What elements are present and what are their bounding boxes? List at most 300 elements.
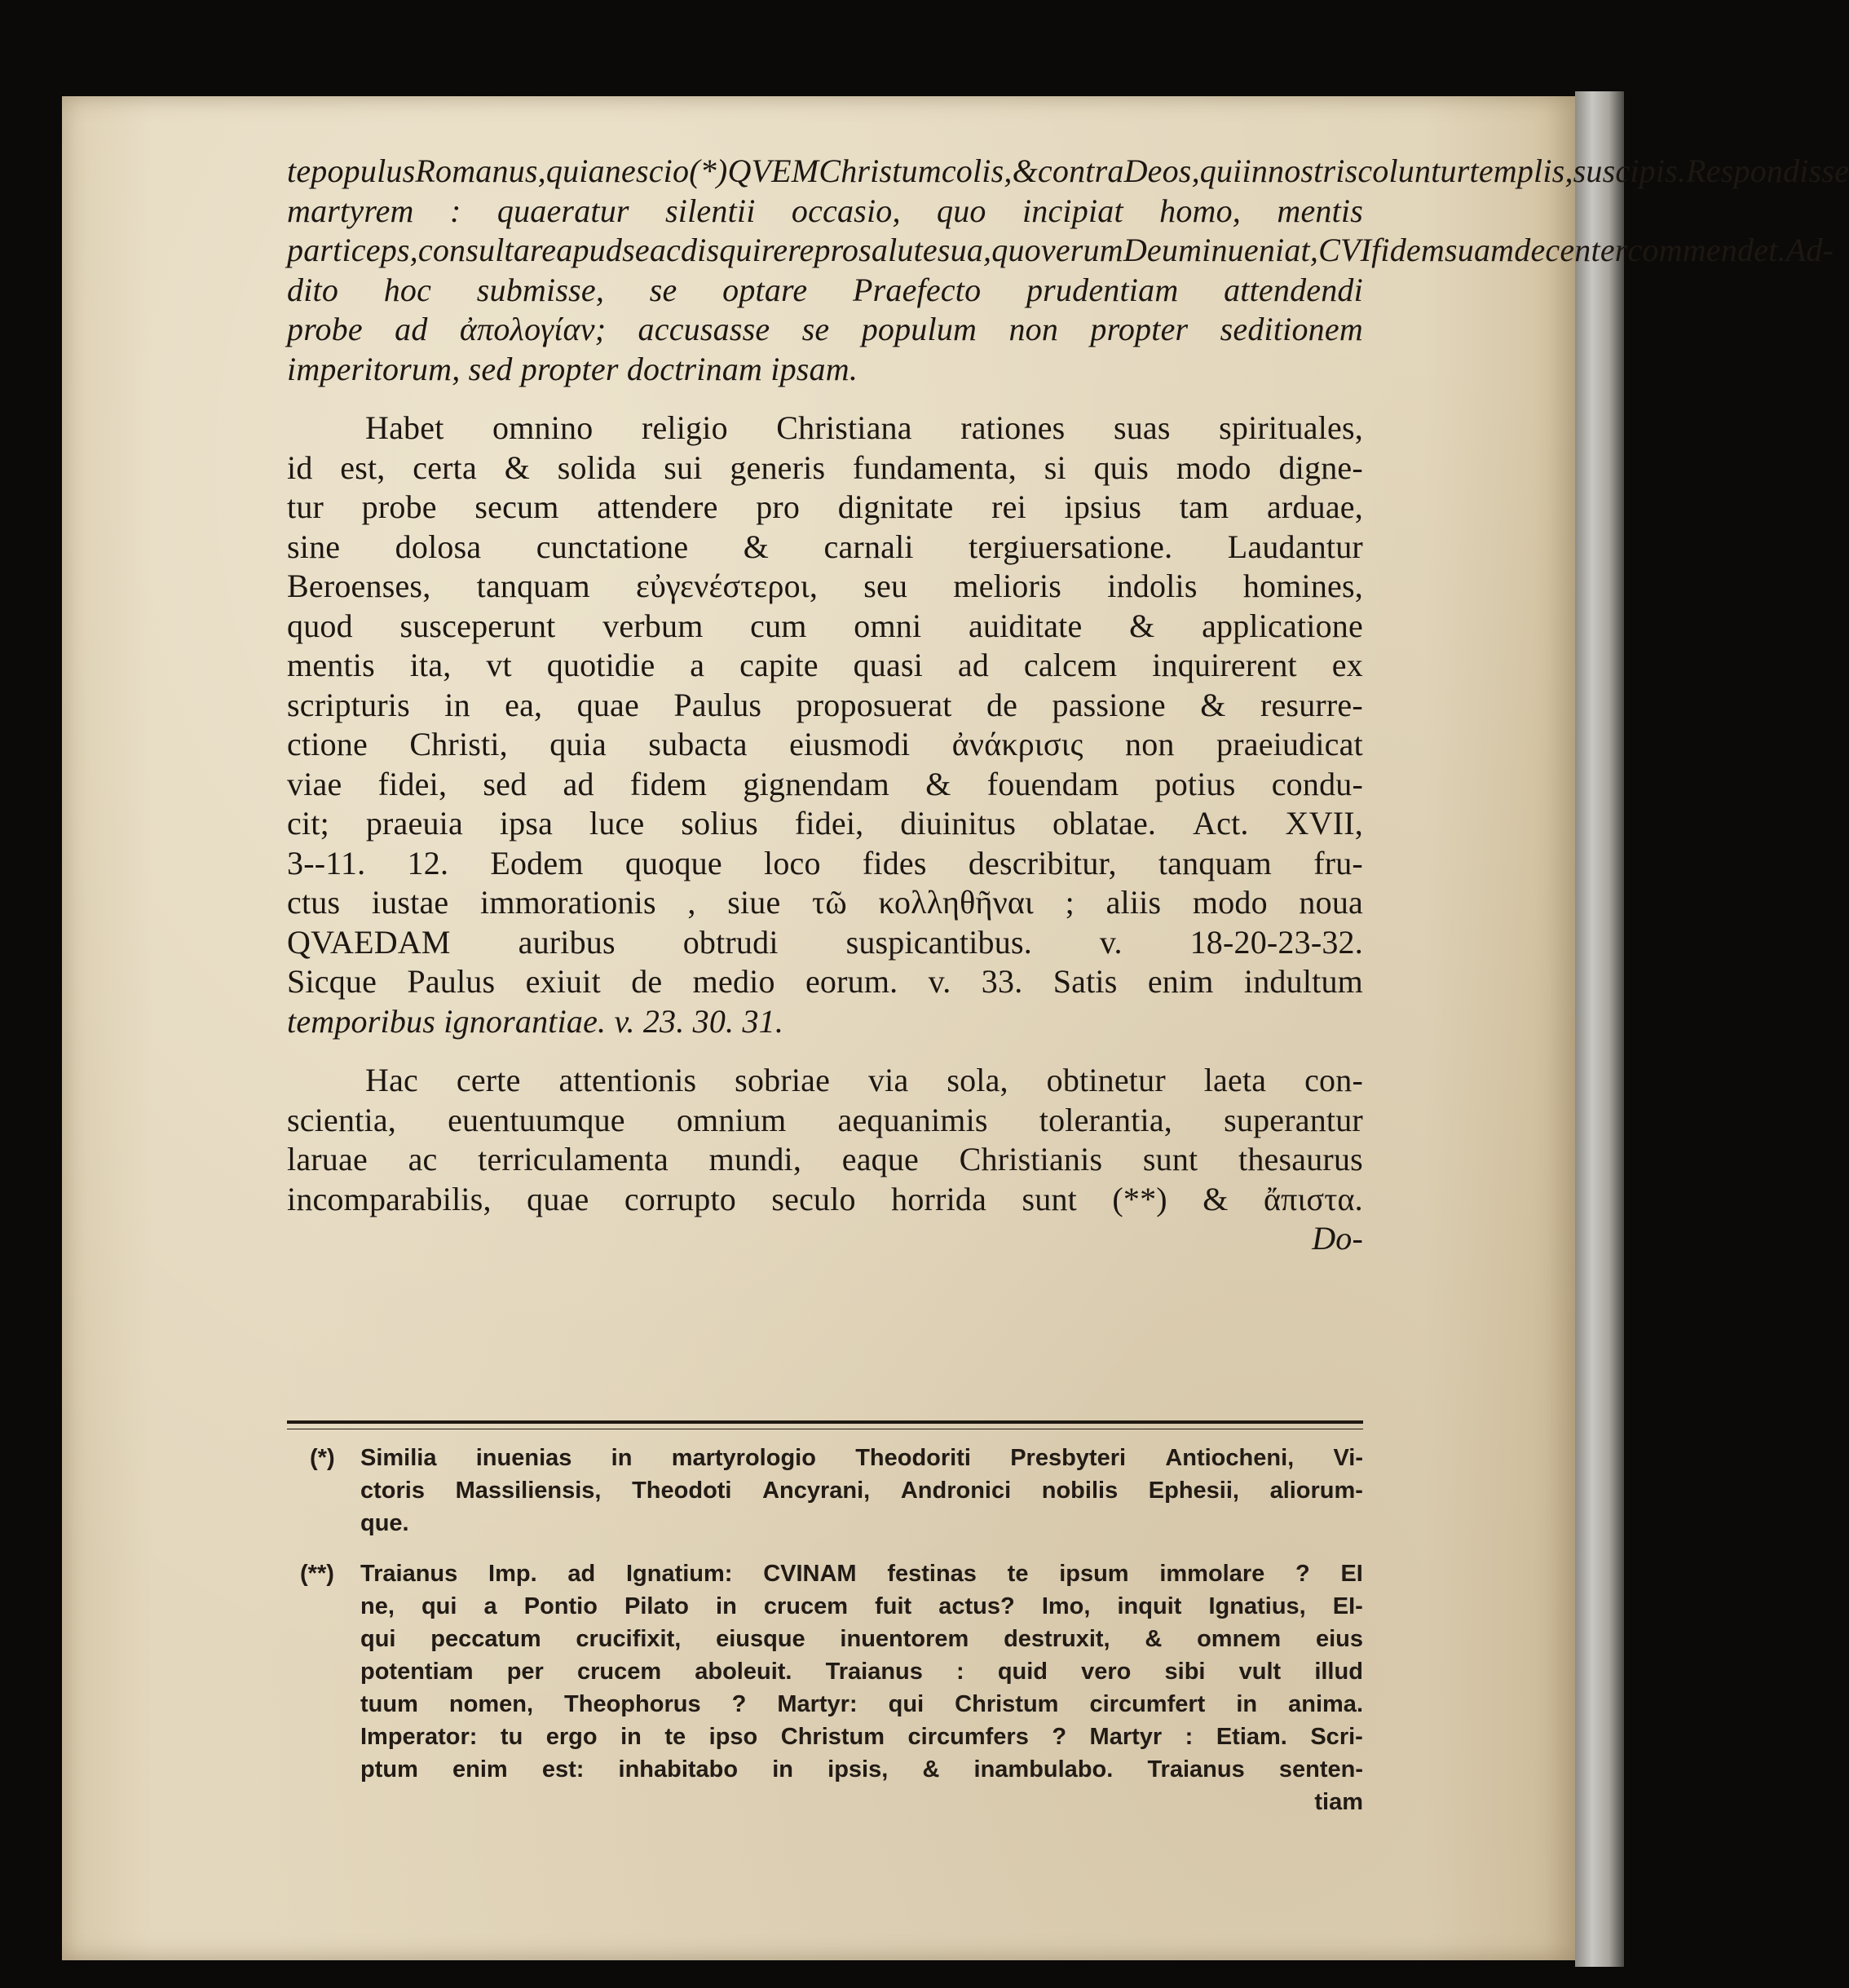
word: auribus (518, 923, 616, 961)
word: obtinetur (1046, 1062, 1166, 1098)
word: pro (814, 232, 859, 268)
word: propter (1090, 311, 1189, 347)
word: Ad- (1785, 232, 1834, 268)
word: εὐγενέστεροι, (635, 568, 819, 604)
word: submisse, (476, 271, 605, 308)
word: inquirerent (1152, 647, 1297, 683)
text-line (287, 883, 1363, 923)
word: con- (1304, 1062, 1363, 1098)
word: Theophorus (564, 1691, 701, 1717)
footnote-line (360, 1557, 1363, 1590)
text-line (287, 409, 1363, 448)
word: Ignatius, (1208, 1593, 1306, 1619)
text-line-content: temporibus ignorantiae. v. 23. 30. 31. (287, 1002, 784, 1040)
footnote-mark: (**) (300, 1561, 334, 1587)
word: eaque (841, 1141, 919, 1177)
word: diuinitus (900, 805, 1017, 842)
word: Imperator: (360, 1724, 478, 1750)
word: & (504, 448, 531, 486)
word: eiusmodi (789, 726, 911, 762)
word: ac (649, 232, 681, 268)
footnote-line (360, 1474, 1363, 1507)
word: verum (1040, 232, 1123, 268)
word: Pontio (523, 1593, 598, 1619)
word: inambulabo. (973, 1756, 1114, 1783)
word: Imo, (1041, 1593, 1091, 1619)
word: condu- (1271, 765, 1363, 802)
word: consultare (417, 232, 557, 268)
word: apud (556, 232, 623, 268)
word: CVINAM (763, 1561, 857, 1587)
word: sibi (1164, 1659, 1206, 1685)
word: Antiocheni, (1165, 1445, 1295, 1471)
word: a (690, 647, 705, 683)
word: coluntur (1357, 152, 1470, 189)
word: Christum (780, 1724, 885, 1750)
word: vero (1081, 1659, 1132, 1685)
word: secum (474, 488, 559, 525)
word: senten- (1278, 1756, 1363, 1783)
word: EI (1340, 1561, 1363, 1587)
main-text (287, 152, 1849, 1259)
word: CVI (1318, 232, 1372, 268)
word: verbum (602, 607, 704, 644)
word: tanquam (476, 568, 590, 604)
text-line (287, 646, 1363, 686)
text-line (287, 528, 1363, 568)
word: digne- (1278, 448, 1363, 486)
word: spirituales, (1219, 409, 1363, 446)
text-line (287, 844, 1363, 884)
word: EI- (1332, 1593, 1363, 1619)
word: 18-20-23-32. (1189, 923, 1363, 961)
word: ad (395, 311, 428, 347)
word: probe (287, 311, 363, 347)
word: proposuerat (796, 686, 952, 723)
word: corrupto (624, 1180, 736, 1217)
word: Scri- (1310, 1724, 1363, 1750)
word: Respondisse (1686, 152, 1849, 189)
word: quoque (624, 844, 722, 881)
word: in (444, 686, 470, 723)
word: quid (997, 1659, 1048, 1685)
text-line (287, 152, 1849, 192)
word: calcem (1023, 647, 1118, 683)
word: a (483, 1593, 497, 1619)
word: suas (1113, 409, 1171, 446)
word: eiusque (716, 1626, 805, 1652)
catchword-text: Do- (1312, 1220, 1363, 1257)
word: destruxit, (1004, 1626, 1110, 1652)
word: 12. (407, 844, 449, 881)
text-line (287, 271, 1363, 311)
word: applicatione (1202, 607, 1363, 644)
word: scientia, (287, 1101, 396, 1138)
word: seditionem (1220, 311, 1363, 347)
word: & (925, 765, 951, 802)
word: Etiam. (1216, 1724, 1287, 1750)
word: fundamenta, (852, 448, 1017, 486)
text-line (287, 310, 1363, 350)
word: Andronici (900, 1478, 1012, 1504)
footnote-line (360, 1623, 1363, 1655)
word: oblatae. (1052, 805, 1157, 842)
text-line (287, 192, 1363, 232)
word: sui (664, 448, 703, 486)
word: fides (862, 844, 927, 881)
word: omnino (492, 409, 594, 446)
word: sunt (1022, 1180, 1077, 1217)
word: vt (486, 647, 512, 683)
word: fouendam (986, 765, 1119, 802)
word: tu (500, 1724, 523, 1750)
word: ipsius (1064, 488, 1142, 525)
word: actus? (938, 1593, 1015, 1619)
word: Act. (1193, 805, 1249, 842)
text-line (287, 448, 1363, 488)
word: Christum (955, 1691, 1059, 1717)
word: quae (527, 1180, 589, 1217)
word: ? (1295, 1561, 1310, 1587)
word: Ephesii, (1148, 1478, 1239, 1504)
word: tam (1179, 488, 1229, 525)
word: peccatum (430, 1626, 541, 1652)
word: noua (1299, 884, 1363, 921)
word: rationes (960, 409, 1066, 446)
word: Vi- (1333, 1445, 1363, 1471)
footnote-line-content: que. (360, 1510, 409, 1536)
word: disquirere (680, 232, 814, 268)
word: cunctatione (536, 528, 689, 565)
text-line (287, 962, 1363, 1002)
word: de (631, 963, 663, 1000)
word: via (867, 1062, 909, 1098)
word: qui (421, 1593, 457, 1619)
word: siue (727, 884, 781, 921)
word: id (287, 448, 313, 486)
footnote-line (360, 1753, 1363, 1786)
footnote-catchword-text: tiam (1314, 1789, 1363, 1815)
word: optare (722, 271, 808, 308)
word: templis, (1469, 152, 1573, 189)
word: te (287, 152, 311, 189)
word: attendere (597, 488, 718, 525)
word: QVEM (727, 152, 819, 189)
word: Beroenses, (287, 568, 431, 604)
word: fidei, (377, 765, 448, 802)
word: inuentorem (840, 1626, 969, 1652)
word: quasi (853, 647, 924, 683)
word: enim (452, 1756, 508, 1783)
word: Martyr (1089, 1724, 1163, 1750)
word: occasio, (791, 192, 901, 229)
word: & (922, 1756, 940, 1783)
word: solius (681, 805, 758, 842)
text-line (287, 1101, 1363, 1141)
word: rei (991, 488, 1026, 525)
word: indolis (1107, 568, 1198, 604)
word: potentiam (360, 1659, 474, 1685)
word: tolerantia, (1039, 1101, 1173, 1138)
word: passione (1052, 686, 1166, 723)
word: ctoris (360, 1478, 425, 1504)
word: : (956, 1659, 964, 1685)
word: ita, (409, 647, 452, 683)
word: quaeratur (496, 192, 629, 229)
word: mentis (1277, 192, 1363, 229)
word: Christiana (776, 409, 912, 446)
word: ; (1065, 884, 1075, 921)
word: seu (863, 568, 908, 604)
text-line (287, 350, 1363, 390)
word: anima. (1288, 1691, 1363, 1717)
text-line (287, 804, 1363, 844)
word: nostris (1268, 152, 1358, 189)
word: in (620, 1724, 642, 1750)
word: nomen, (448, 1691, 534, 1717)
text-line (287, 686, 1363, 726)
word: certe (456, 1062, 521, 1098)
word: silentii (665, 192, 756, 229)
word: suscipis. (1573, 152, 1687, 189)
word: aequanimis (837, 1101, 988, 1138)
word: ea, (505, 686, 543, 723)
word: suspicantibus. (845, 923, 1032, 961)
text-line (287, 567, 1363, 607)
word: in (1236, 1691, 1258, 1717)
word: , (687, 884, 696, 921)
word: Christianis (959, 1141, 1103, 1177)
word: in (1242, 152, 1269, 189)
word: iustae (371, 884, 449, 921)
word: sine (287, 528, 341, 565)
word: Theodoti (632, 1478, 732, 1504)
word: laeta (1203, 1062, 1267, 1098)
text-line (287, 1180, 1363, 1220)
word: populus (311, 152, 416, 189)
word: attentionis (558, 1062, 697, 1098)
text-line (287, 765, 1363, 805)
footnotes (300, 1442, 1363, 1836)
word: qui (1199, 152, 1242, 189)
word: resurre- (1260, 686, 1363, 723)
word: incipiat (1022, 192, 1123, 229)
word: : (450, 192, 461, 229)
text-line (287, 607, 1363, 647)
word: praeiudicat (1216, 726, 1363, 762)
word: seculo (771, 1180, 856, 1217)
word: & (1012, 152, 1038, 189)
word: tuum (360, 1691, 418, 1717)
word: dignitate (837, 488, 954, 525)
word: non (1008, 311, 1059, 347)
word: Christum (819, 152, 942, 189)
word: eorum. (805, 963, 898, 1000)
word: quod (287, 607, 353, 644)
word: Eodem (490, 844, 584, 881)
word: describitur, (968, 844, 1117, 881)
word: salute (858, 232, 938, 268)
word: est, (340, 448, 386, 486)
word: sunt (1142, 1141, 1198, 1177)
word: ex (1331, 647, 1363, 683)
word: certa (413, 448, 477, 486)
word: fru- (1313, 844, 1363, 881)
word: est: (541, 1756, 585, 1783)
word: crucifixit, (576, 1626, 682, 1652)
footnote-line (360, 1688, 1363, 1721)
word: horrida (891, 1180, 987, 1217)
word: ptum (360, 1756, 418, 1783)
word: modo (1176, 448, 1251, 486)
text-line (287, 1002, 1363, 1042)
word: inueniat, (1202, 232, 1319, 268)
footnote-mark: (*) (310, 1445, 335, 1471)
word: 33. (981, 963, 1023, 1000)
word: religio (641, 409, 728, 446)
word: homines, (1242, 568, 1363, 604)
text-line (287, 1140, 1363, 1180)
word: QVAEDAM (287, 923, 451, 961)
word: euentuumque (448, 1101, 625, 1138)
word: ad (957, 647, 990, 683)
word: Traianus (825, 1659, 923, 1685)
word: quia (545, 152, 605, 189)
word: immolare (1159, 1561, 1265, 1587)
word: ac (408, 1141, 438, 1177)
word: hoc (383, 271, 432, 308)
word: carnali (823, 528, 914, 565)
word: Christi, (409, 726, 508, 762)
word: subacta (648, 726, 748, 762)
footnote-rule (287, 1420, 1363, 1429)
word: inquit (1117, 1593, 1182, 1619)
word: Theodoriti (855, 1445, 971, 1471)
word: Imp. (488, 1561, 537, 1587)
catchword (287, 1219, 1363, 1259)
word: solida (557, 448, 637, 486)
footnote-1 (310, 1442, 1363, 1540)
word: superantur (1224, 1101, 1363, 1138)
word: quae (576, 686, 639, 723)
word: Ancyrani, (762, 1478, 871, 1504)
word: illud (1314, 1659, 1363, 1685)
word: terriculamenta (478, 1141, 669, 1177)
word: sola, (947, 1062, 1008, 1098)
word: inhabitabo (618, 1756, 739, 1783)
word: loco (764, 844, 821, 881)
word: fuit (875, 1593, 912, 1619)
word: ? (731, 1691, 747, 1717)
word: in (772, 1756, 794, 1783)
word: eius (1315, 1626, 1363, 1652)
word: ipsa (499, 805, 554, 842)
footnote-catchword (360, 1786, 1363, 1818)
word: contra (1037, 152, 1124, 189)
word: crucem (763, 1593, 849, 1619)
word: aboleuit. (695, 1659, 792, 1685)
word: (**) (1112, 1180, 1167, 1217)
word: circumfert (1089, 1691, 1206, 1717)
word: κολληθῆναι (878, 884, 1034, 921)
word: auiditate (968, 607, 1083, 644)
word: martyrologio (671, 1445, 816, 1471)
word: se (801, 311, 830, 347)
word: per (506, 1659, 544, 1685)
text-line (287, 231, 1834, 271)
word: Similia (360, 1445, 437, 1471)
word: ? (1052, 1724, 1067, 1750)
word: nescio (604, 152, 690, 189)
word: omni (854, 607, 922, 644)
word: quotidie (546, 647, 655, 683)
word: ad (563, 765, 594, 802)
word: Romanus, (415, 152, 546, 189)
word: ctione (287, 726, 368, 762)
text-line (287, 488, 1363, 528)
word: scripturis (287, 686, 410, 723)
word: omnium (676, 1101, 787, 1138)
word: dito (287, 271, 339, 308)
word: tergiuersatione. (969, 528, 1173, 565)
text-line (287, 1061, 1363, 1101)
word: cit; (287, 805, 329, 842)
word: si (1044, 448, 1066, 486)
footnote-line (360, 1590, 1363, 1623)
word: tanquam (1158, 844, 1272, 881)
word: luce (589, 805, 645, 842)
footnote-line (360, 1721, 1363, 1753)
word: Hac (365, 1062, 418, 1098)
word: generis (730, 448, 826, 486)
word: thesaurus (1238, 1141, 1363, 1177)
word: homo, (1159, 192, 1242, 229)
word: Habet (365, 409, 444, 446)
word: Traianus (1147, 1756, 1245, 1783)
footnote-2 (300, 1557, 1363, 1818)
word: sobriae (735, 1062, 831, 1098)
word: quo (991, 232, 1041, 268)
word: crucem (576, 1659, 662, 1685)
word: vult (1238, 1659, 1282, 1685)
word: mundi, (708, 1141, 802, 1177)
word: incomparabilis, (287, 1180, 492, 1217)
word: in (716, 1593, 737, 1619)
word: & (1145, 1626, 1163, 1652)
word: ergo (545, 1724, 598, 1750)
word: se (622, 232, 650, 268)
word: Ignatium: (625, 1561, 733, 1587)
word: ne, (360, 1593, 395, 1619)
word: viae (287, 765, 342, 802)
word: Deum (1123, 232, 1203, 268)
word: ipso (708, 1724, 758, 1750)
word: XVII, (1285, 805, 1363, 842)
word: pro (756, 488, 801, 525)
word: circumfers (907, 1724, 1029, 1750)
word: (*) (689, 152, 728, 189)
word: & (1129, 607, 1155, 644)
word: ἄπιστα. (1263, 1180, 1363, 1217)
word: colis, (941, 152, 1013, 189)
word: laruae (287, 1141, 368, 1177)
word: tur (287, 488, 324, 525)
facing-page-edge (1575, 91, 1624, 1967)
word: & (1200, 686, 1226, 723)
word: probe (361, 488, 437, 525)
word: omnem (1197, 1626, 1282, 1652)
word: : (1185, 1724, 1194, 1750)
